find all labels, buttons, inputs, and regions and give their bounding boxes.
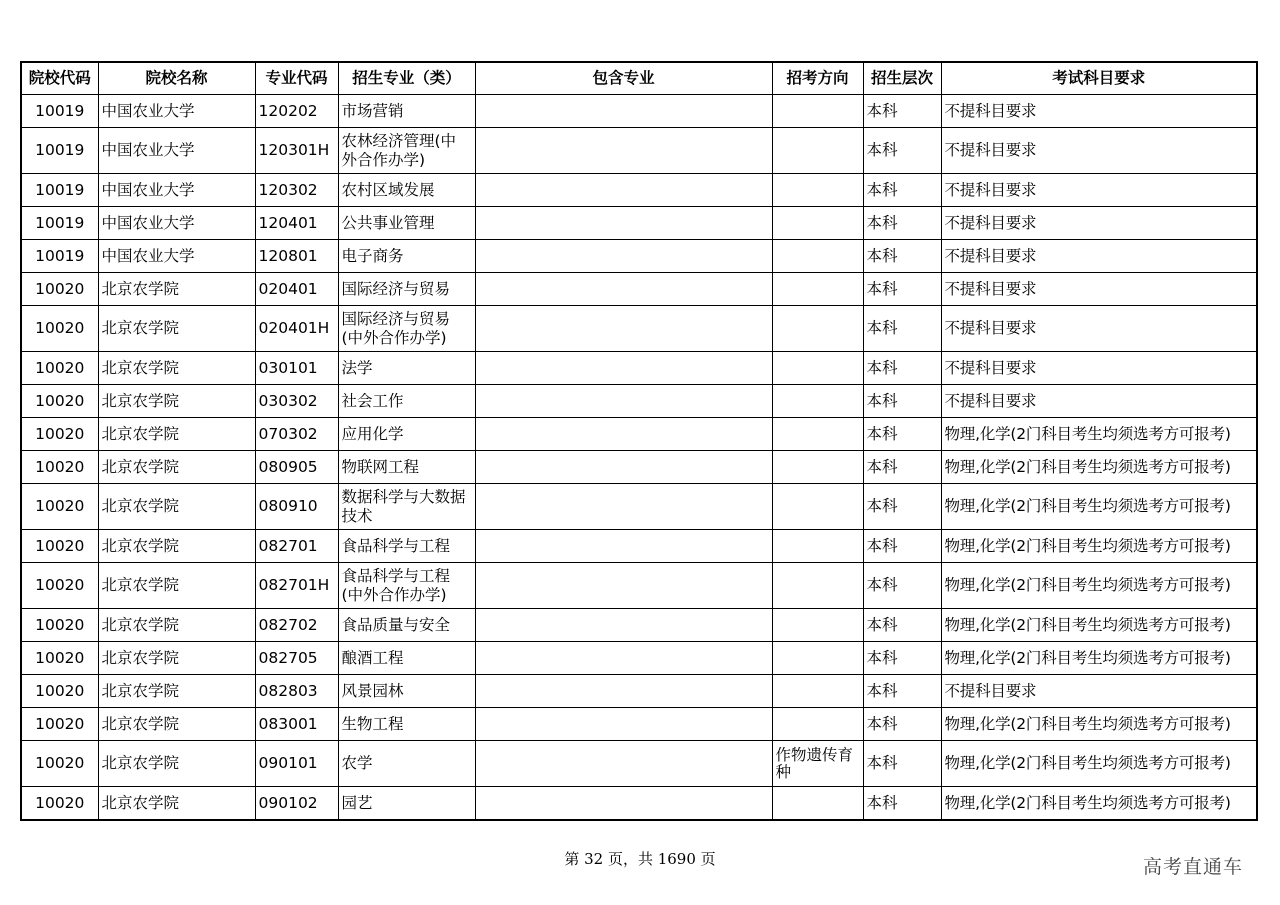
major-code-cell: 120801 — [255, 240, 338, 273]
subject-requirement-cell: 不提科目要求 — [941, 273, 1257, 306]
major-code-cell: 070302 — [255, 418, 338, 451]
included-majors-cell — [475, 207, 772, 240]
direction-cell — [772, 530, 863, 563]
direction-cell — [772, 128, 863, 174]
included-majors-cell — [475, 708, 772, 741]
school-code-cell: 10019 — [21, 207, 98, 240]
page-number: 第 32 页，共 1690 页 — [564, 850, 716, 868]
major-code-cell: 120401 — [255, 207, 338, 240]
col-header-school-code: 院校代码 — [21, 62, 98, 95]
major-cell: 国际经济与贸易 — [338, 273, 475, 306]
subject-requirement-cell: 不提科目要求 — [941, 128, 1257, 174]
school-name-cell: 北京农学院 — [98, 385, 255, 418]
table-row — [21, 787, 1257, 821]
included-majors-cell — [475, 741, 772, 787]
major-code-cell: 120202 — [255, 95, 338, 128]
direction-cell — [772, 174, 863, 207]
table-row — [21, 451, 1257, 484]
subject-requirement-cell: 物理,化学(2门科目考生均须选考方可报考) — [941, 708, 1257, 741]
major-code-cell: 030302 — [255, 385, 338, 418]
major-code-cell: 020401 — [255, 273, 338, 306]
level-cell: 本科 — [863, 418, 941, 451]
major-cell: 风景园林 — [338, 675, 475, 708]
major-code-cell: 082702 — [255, 609, 338, 642]
table-row — [21, 273, 1257, 306]
direction-cell — [772, 306, 863, 352]
major-cell: 酿酒工程 — [338, 642, 475, 675]
included-majors-cell — [475, 451, 772, 484]
included-majors-cell — [475, 787, 772, 821]
major-cell: 法学 — [338, 352, 475, 385]
school-name-cell: 中国农业大学 — [98, 95, 255, 128]
subject-requirement-cell: 不提科目要求 — [941, 174, 1257, 207]
school-name-cell: 北京农学院 — [98, 609, 255, 642]
subject-requirement-cell: 物理,化学(2门科目考生均须选考方可报考) — [941, 451, 1257, 484]
table-row — [21, 675, 1257, 708]
direction-cell: 作物遗传育种 — [772, 741, 863, 787]
col-header-subject-requirement: 考试科目要求 — [941, 62, 1257, 95]
level-cell: 本科 — [863, 306, 941, 352]
school-name-cell: 北京农学院 — [98, 708, 255, 741]
subject-requirement-cell: 物理,化学(2门科目考生均须选考方可报考) — [941, 642, 1257, 675]
direction-cell — [772, 95, 863, 128]
level-cell: 本科 — [863, 609, 941, 642]
major-cell: 食品科学与工程(中外合作办学) — [338, 563, 475, 609]
major-code-cell: 082705 — [255, 642, 338, 675]
school-code-cell: 10020 — [21, 385, 98, 418]
major-cell: 农村区域发展 — [338, 174, 475, 207]
included-majors-cell — [475, 563, 772, 609]
major-cell: 园艺 — [338, 787, 475, 821]
level-cell: 本科 — [863, 530, 941, 563]
level-cell: 本科 — [863, 240, 941, 273]
direction-cell — [772, 273, 863, 306]
direction-cell — [772, 563, 863, 609]
major-code-cell: 090102 — [255, 787, 338, 821]
table-row — [21, 609, 1257, 642]
school-code-cell: 10020 — [21, 273, 98, 306]
table-row — [21, 95, 1257, 128]
col-header-school-name: 院校名称 — [98, 62, 255, 95]
major-code-cell: 120302 — [255, 174, 338, 207]
subject-requirement-cell: 不提科目要求 — [941, 207, 1257, 240]
school-name-cell: 北京农学院 — [98, 306, 255, 352]
direction-cell — [772, 385, 863, 418]
school-code-cell: 10020 — [21, 563, 98, 609]
included-majors-cell — [475, 418, 772, 451]
table-row — [21, 352, 1257, 385]
level-cell: 本科 — [863, 563, 941, 609]
major-code-cell: 030101 — [255, 352, 338, 385]
school-name-cell: 北京农学院 — [98, 273, 255, 306]
school-name-cell: 北京农学院 — [98, 484, 255, 530]
major-code-cell: 082701 — [255, 530, 338, 563]
table-row — [21, 174, 1257, 207]
subject-requirement-cell: 不提科目要求 — [941, 240, 1257, 273]
school-code-cell: 10019 — [21, 174, 98, 207]
level-cell: 本科 — [863, 95, 941, 128]
school-name-cell: 中国农业大学 — [98, 128, 255, 174]
table-row — [21, 708, 1257, 741]
major-code-cell: 090101 — [255, 741, 338, 787]
level-cell: 本科 — [863, 352, 941, 385]
major-code-cell: 120301H — [255, 128, 338, 174]
school-name-cell: 北京农学院 — [98, 787, 255, 821]
direction-cell — [772, 609, 863, 642]
school-name-cell: 北京农学院 — [98, 642, 255, 675]
major-code-cell: 082803 — [255, 675, 338, 708]
table-row — [21, 741, 1257, 787]
included-majors-cell — [475, 642, 772, 675]
included-majors-cell — [475, 174, 772, 207]
major-cell: 生物工程 — [338, 708, 475, 741]
major-code-cell: 080910 — [255, 484, 338, 530]
major-cell: 国际经济与贸易(中外合作办学) — [338, 306, 475, 352]
major-cell: 市场营销 — [338, 95, 475, 128]
level-cell: 本科 — [863, 642, 941, 675]
major-cell: 公共事业管理 — [338, 207, 475, 240]
col-header-major-code: 专业代码 — [255, 62, 338, 95]
school-name-cell: 北京农学院 — [98, 530, 255, 563]
table-row — [21, 563, 1257, 609]
school-code-cell: 10020 — [21, 352, 98, 385]
major-cell: 应用化学 — [338, 418, 475, 451]
table-row — [21, 306, 1257, 352]
included-majors-cell — [475, 675, 772, 708]
major-cell: 食品质量与安全 — [338, 609, 475, 642]
admission-table — [20, 61, 1258, 821]
included-majors-cell — [475, 484, 772, 530]
table-row — [21, 530, 1257, 563]
major-cell: 农林经济管理(中外合作办学) — [338, 128, 475, 174]
level-cell: 本科 — [863, 128, 941, 174]
school-name-cell: 中国农业大学 — [98, 174, 255, 207]
school-code-cell: 10019 — [21, 128, 98, 174]
school-code-cell: 10020 — [21, 306, 98, 352]
table-row — [21, 240, 1257, 273]
subject-requirement-cell: 物理,化学(2门科目考生均须选考方可报考) — [941, 418, 1257, 451]
major-cell: 社会工作 — [338, 385, 475, 418]
school-name-cell: 中国农业大学 — [98, 240, 255, 273]
subject-requirement-cell: 不提科目要求 — [941, 385, 1257, 418]
school-code-cell: 10020 — [21, 484, 98, 530]
level-cell: 本科 — [863, 787, 941, 821]
direction-cell — [772, 418, 863, 451]
major-code-cell: 083001 — [255, 708, 338, 741]
school-code-cell: 10020 — [21, 642, 98, 675]
col-header-included-majors: 包含专业 — [475, 62, 772, 95]
major-cell: 电子商务 — [338, 240, 475, 273]
level-cell: 本科 — [863, 484, 941, 530]
included-majors-cell — [475, 530, 772, 563]
subject-requirement-cell: 物理,化学(2门科目考生均须选考方可报考) — [941, 609, 1257, 642]
table-row — [21, 642, 1257, 675]
level-cell: 本科 — [863, 741, 941, 787]
direction-cell — [772, 787, 863, 821]
major-code-cell: 082701H — [255, 563, 338, 609]
level-cell: 本科 — [863, 273, 941, 306]
school-code-cell: 10020 — [21, 675, 98, 708]
subject-requirement-cell: 物理,化学(2门科目考生均须选考方可报考) — [941, 741, 1257, 787]
school-code-cell: 10019 — [21, 240, 98, 273]
direction-cell — [772, 240, 863, 273]
major-cell: 数据科学与大数据技术 — [338, 484, 475, 530]
subject-requirement-cell: 不提科目要求 — [941, 675, 1257, 708]
included-majors-cell — [475, 352, 772, 385]
subject-requirement-cell: 物理,化学(2门科目考生均须选考方可报考) — [941, 563, 1257, 609]
direction-cell — [772, 642, 863, 675]
major-code-cell: 020401H — [255, 306, 338, 352]
school-code-cell: 10020 — [21, 530, 98, 563]
school-name-cell: 中国农业大学 — [98, 207, 255, 240]
school-name-cell: 北京农学院 — [98, 675, 255, 708]
included-majors-cell — [475, 95, 772, 128]
table-row — [21, 128, 1257, 174]
subject-requirement-cell: 不提科目要求 — [941, 352, 1257, 385]
table-row — [21, 484, 1257, 530]
col-header-major: 招生专业（类） — [338, 62, 475, 95]
school-code-cell: 10020 — [21, 451, 98, 484]
col-header-level: 招生层次 — [863, 62, 941, 95]
included-majors-cell — [475, 306, 772, 352]
included-majors-cell — [475, 609, 772, 642]
school-name-cell: 北京农学院 — [98, 352, 255, 385]
subject-requirement-cell: 不提科目要求 — [941, 95, 1257, 128]
direction-cell — [772, 484, 863, 530]
major-cell: 食品科学与工程 — [338, 530, 475, 563]
school-code-cell: 10020 — [21, 741, 98, 787]
level-cell: 本科 — [863, 207, 941, 240]
school-name-cell: 北京农学院 — [98, 451, 255, 484]
school-code-cell: 10020 — [21, 418, 98, 451]
included-majors-cell — [475, 273, 772, 306]
col-header-direction: 招考方向 — [772, 62, 863, 95]
direction-cell — [772, 708, 863, 741]
table-row — [21, 207, 1257, 240]
school-code-cell: 10020 — [21, 708, 98, 741]
subject-requirement-cell: 物理,化学(2门科目考生均须选考方可报考) — [941, 484, 1257, 530]
direction-cell — [772, 207, 863, 240]
level-cell: 本科 — [863, 675, 941, 708]
school-code-cell: 10020 — [21, 609, 98, 642]
watermark-logo: 高考直通车 — [1143, 856, 1244, 878]
subject-requirement-cell: 物理,化学(2门科目考生均须选考方可报考) — [941, 530, 1257, 563]
school-name-cell: 北京农学院 — [98, 563, 255, 609]
subject-requirement-cell: 不提科目要求 — [941, 306, 1257, 352]
level-cell: 本科 — [863, 708, 941, 741]
major-cell: 农学 — [338, 741, 475, 787]
level-cell: 本科 — [863, 174, 941, 207]
school-code-cell: 10019 — [21, 95, 98, 128]
school-code-cell: 10020 — [21, 787, 98, 821]
included-majors-cell — [475, 385, 772, 418]
school-name-cell: 北京农学院 — [98, 741, 255, 787]
school-name-cell: 北京农学院 — [98, 418, 255, 451]
included-majors-cell — [475, 128, 772, 174]
direction-cell — [772, 352, 863, 385]
subject-requirement-cell: 物理,化学(2门科目考生均须选考方可报考) — [941, 787, 1257, 821]
table-row — [21, 418, 1257, 451]
header-row — [21, 62, 1257, 95]
level-cell: 本科 — [863, 385, 941, 418]
direction-cell — [772, 451, 863, 484]
major-code-cell: 080905 — [255, 451, 338, 484]
table-row — [21, 385, 1257, 418]
major-cell: 物联网工程 — [338, 451, 475, 484]
included-majors-cell — [475, 240, 772, 273]
level-cell: 本科 — [863, 451, 941, 484]
direction-cell — [772, 675, 863, 708]
